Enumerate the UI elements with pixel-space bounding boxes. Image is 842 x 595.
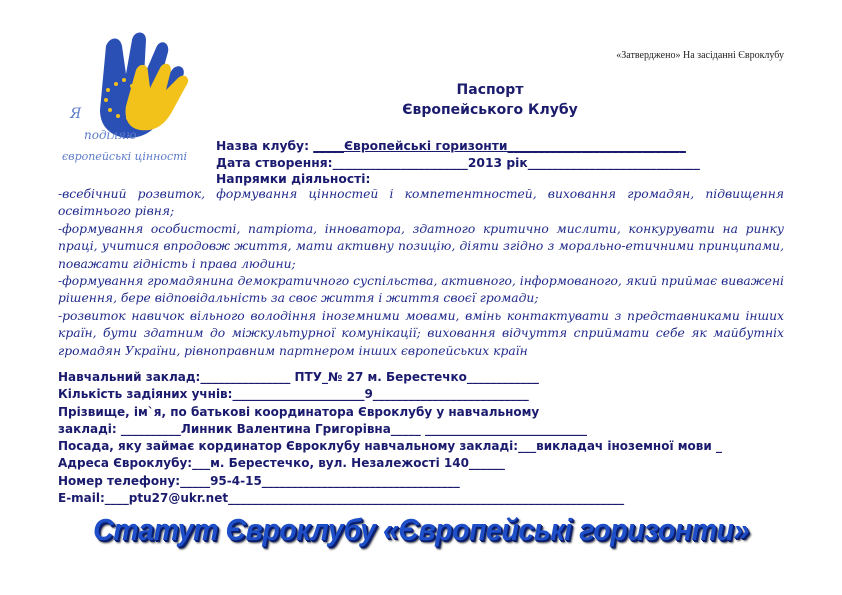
club-date-row [216,156,700,170]
club-date-label: Дата створення: [216,156,333,170]
club-name-label: Назва клубу: [216,139,314,153]
logo-slogan-3: європейські цінності [62,150,188,163]
phone-line: Номер телефону:_____95-4-15_________________________________ [58,473,460,488]
direction-item: -всебічний розвиток, формування цінностей і компетентностей, виховання громадян, підвищення освітнього рівня; [58,187,784,219]
statute-banner: Статут Євроклубу «Європейські горизонти» [93,512,749,547]
coordinator-label: Прізвище, ім`я, по батькові координатора Євроклубу у навчальному [58,404,540,419]
club-name-row [216,139,686,153]
coordinator-value: закладі: __________Линник Валентина Григорівна_____ ___________________________ [58,421,587,436]
logo-slogan-2: поділяю [84,128,137,142]
page-title: Паспорт [456,82,524,98]
directions-heading: Напрямки діяльності: [216,172,371,186]
email-line: E-mail:____ptu27@ukr.net__________________________________________________________________ [58,491,625,506]
direction-item: -формування громадянина демократичного суспільства, активного, інформованого, який приймає виважені рішення, бере відповідальність за своє життя і життя своєї громади; [58,274,784,306]
direction-item: -розвиток навичок вільного володіння іноземними мовами, вмінь контактувати з представниками інших країн, бути здатним до міжкультурної комунікації; виховання відчуття сприймати себе як майбутніх громадян України, рівноправним партнером інших європейських країн [58,308,784,358]
approval-note: «Затверджено» На засіданні Євроклубу [616,50,784,61]
info-block [58,369,722,507]
students-line: Кількість задіяних учнів:______________________9__________________________ [58,387,529,402]
position-line: Посада, яку займає кординатор Євроклубу навчальному закладі:___викладач іноземної мови _ [58,439,722,454]
address-line: Адреса Євроклубу:___м. Берестечко, вул. Незалежості 140______ [58,456,505,471]
school-line: Навчальний заклад:_______________ ПТУ_№ 27 м. Берестечко____________ [58,370,539,384]
page-subtitle: Європейського Клубу [402,102,578,118]
directions-list [58,186,784,360]
euroclub-logo [62,26,206,176]
club-name-value: _____Європейські горизонти_____________________________ [313,139,686,153]
logo-slogan-1: Я [70,106,82,122]
direction-item: -формування особистості, патріота, інноватора, здатного критично мислити, конкурувати на ринку праці, учитися впродовж життя, мати активну позицію, діяти згідно з морально-етичними принципами, поважати гідність і права людини; [58,221,784,271]
club-date-value: ______________________2013 рік____________________________ [332,156,700,170]
